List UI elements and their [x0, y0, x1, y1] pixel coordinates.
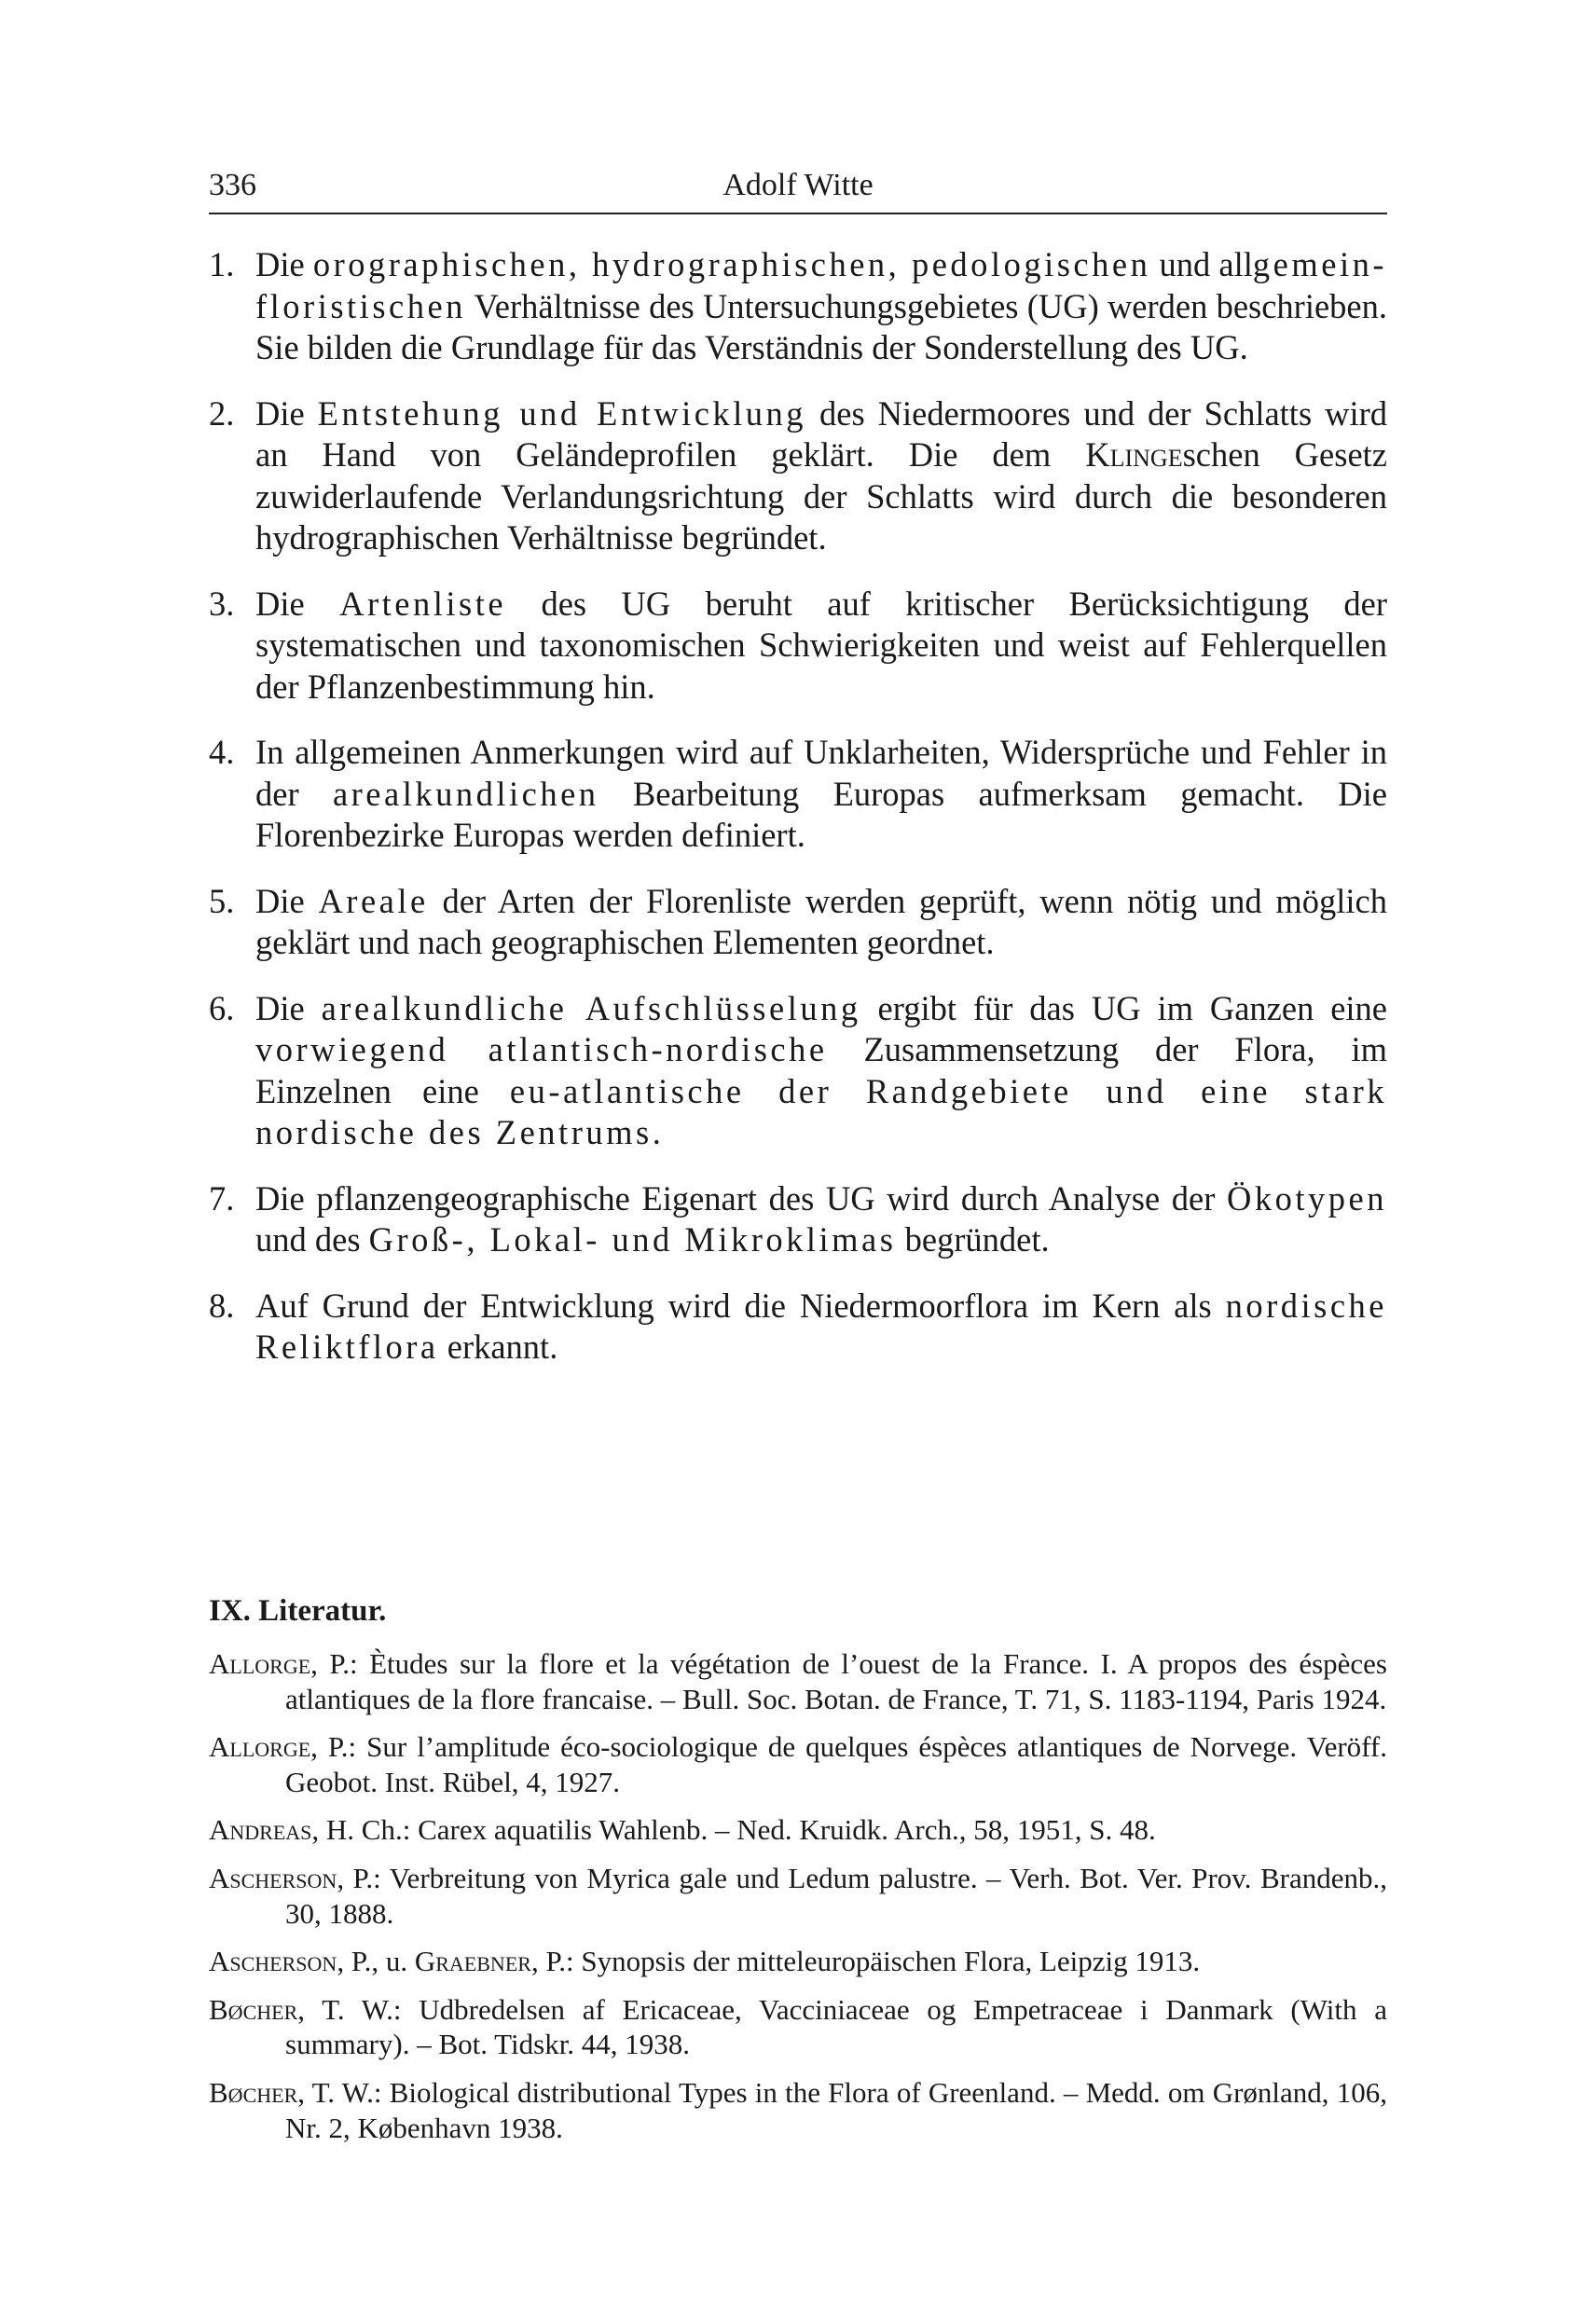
text-run: Auf Grund der Entwicklung wird die Niedermoorflora im Kern als [255, 1286, 1226, 1325]
summary-item [209, 244, 1387, 369]
running-head [209, 166, 1387, 214]
small-caps-name: Klinge [1085, 435, 1183, 474]
summary-item [209, 393, 1387, 559]
reference-text: , P.: Verbreitung von Myrica gale und Ledum palustre. – Verh. Bot. Ver. Prov. Brandenb., 30, 1888. [285, 1861, 1387, 1930]
summary-item-number: 3. [209, 584, 235, 623]
spaced-emphasis: arealkundlichen [332, 774, 599, 813]
spaced-emphasis: Ökotypen [1227, 1178, 1387, 1218]
reference-author: Allorge [209, 1647, 311, 1680]
text-run: erkannt. [438, 1328, 558, 1366]
summary-item [209, 732, 1387, 857]
reference-entry [209, 1944, 1387, 1979]
reference-entry [209, 1861, 1387, 1931]
reference-text: , T. W.: Biological distributional Types in the Flora of Greenland. – Medd. om Grønland, 106, Nr. 2, København 1938. [285, 2075, 1387, 2144]
reference-text: , T. W.: Udbredelsen af Ericaceae, Vacciniaceae og Empetraceae i Danmark (With a summary). – Bot. Tidskr. 44, 1938. [285, 1992, 1387, 2061]
reference-text: , P.: Synopsis der mitteleuropäischen Flora, Leipzig 1913. [530, 1945, 1201, 1978]
reference-entry [209, 2075, 1387, 2145]
reference-entry [209, 1992, 1387, 2062]
text-run: Die [255, 584, 340, 623]
reference-text: , P., u. [337, 1945, 415, 1978]
literature-heading: IX. Literatur. [209, 1594, 387, 1628]
page-number: 336 [209, 168, 256, 202]
reference-author: Andreas [209, 1813, 312, 1847]
spaced-emphasis: Areale [318, 881, 429, 920]
text-run: und des [255, 1220, 369, 1259]
summary-item [209, 1178, 1387, 1261]
summary-item-number: 8. [209, 1286, 235, 1325]
reference-entry [209, 1729, 1387, 1799]
running-title: Adolf Witte [722, 168, 874, 202]
summary-item [209, 881, 1387, 964]
reference-text: , P.: Ètudes sur la flore et la végétation de l’ouest de la France. I. A propos des éspèces atlantiques de la flore francaise. – Bull. Soc. Botan. de France, T. 71, S. 1183-1194, Paris 1924. [285, 1647, 1387, 1715]
reference-author: Graebner [414, 1945, 531, 1978]
text-run: schen Gesetz zuwiderlaufende Verlandungsrichtung der Schlatts wird durch die besonderen hydrographischen Verhältnisse begründet. [255, 435, 1387, 557]
summary-item [209, 584, 1387, 709]
text-run: Verhältnisse des Untersuchungsgebietes (UG) werden beschrieben. Sie bilden die Grundlage für das Verständnis der Sonderstellung des UG. [255, 286, 1387, 366]
text-run: und all [1150, 245, 1253, 283]
summary-item [209, 1286, 1387, 1369]
text-run: Zusammensetzung der Flora, im Einzelnen eine [255, 1030, 1387, 1110]
spaced-emphasis: Groß-, Lokal- und Mikroklimas [368, 1220, 897, 1259]
text-run: Die [255, 393, 318, 433]
summary-list [209, 244, 1387, 1393]
summary-item-number: 4. [209, 733, 235, 771]
text-run: Die [255, 881, 319, 920]
literature-section [209, 1592, 1387, 2158]
reference-author: Ascherson [209, 1945, 337, 1978]
text-run: ergibt für das UG im Ganzen eine [860, 988, 1387, 1027]
text-run: Die [255, 988, 322, 1027]
reference-author: Allorge [209, 1730, 311, 1764]
spaced-emphasis: eu-atlantische der Randgebiete und eine stark nordische des Zentrums. [255, 1071, 1387, 1151]
reference-author: Bøcher [209, 2075, 298, 2109]
reference-text: , H. Ch.: Carex aquatilis Wahlenb. – Ned. Kruidk. Arch., 58, 1951, S. 48. [311, 1813, 1156, 1847]
reference-text: , P.: Sur l’amplitude éco-sociologique de quelques éspèces atlantiques de Norvege. Veröff. Geobot. Inst. Rübel, 4, 1927. [285, 1730, 1387, 1798]
text-run: In allgemeinen Anmerkungen wird auf Unklarheiten, Widersprüche und Fehler in der [255, 733, 1387, 813]
spaced-emphasis: arealkundliche Aufschlüsselung [321, 988, 861, 1027]
summary-item-number: 1. [209, 245, 235, 283]
spaced-emphasis: vorwiegend atlantisch-nordische [255, 1030, 828, 1068]
spaced-emphasis: nordische Reliktflora [255, 1286, 1387, 1366]
summary-item-number: 2. [209, 393, 235, 433]
reference-author: Ascherson [209, 1861, 337, 1894]
reference-list [209, 1646, 1387, 2145]
summary-item [209, 988, 1387, 1154]
reference-entry [209, 1646, 1387, 1716]
spaced-emphasis: orographischen, hydrographischen, pedologischen [312, 245, 1151, 283]
text-run: Die pflanzengeographische Eigenart des UG wird durch Analyse der [255, 1178, 1228, 1218]
spaced-emphasis: Entstehung und Entwicklung [317, 393, 807, 433]
text-run: der Arten der Florenliste werden geprüft, wenn nötig und möglich geklärt und nach geographischen Elementen geordnet. [255, 881, 1387, 961]
spaced-emphasis: Artenliste [339, 584, 507, 623]
spaced-emphasis: gemein-floristischen [255, 245, 1387, 325]
summary-item-number: 6. [209, 988, 235, 1027]
text-run: Die [255, 245, 313, 283]
text-run: Bearbeitung Europas aufmerksam gemacht. Die Florenbezirke Europas werden definiert. [255, 774, 1388, 854]
text-run: des Niedermoores und der Schlatts wird an Hand von Geländeprofilen geklärt. Die dem [255, 393, 1387, 474]
text-run: des UG beruht auf kritischer Berücksichtigung der systematischen und taxonomischen Schwierigkeiten und weist auf Fehlerquellen der Pflanzenbestimmung hin. [255, 584, 1387, 706]
reference-author: Bøcher [209, 1992, 298, 2026]
text-run: begründet. [896, 1220, 1050, 1259]
summary-item-number: 7. [209, 1178, 235, 1218]
summary-item-number: 5. [209, 881, 235, 920]
reference-entry [209, 1812, 1387, 1848]
